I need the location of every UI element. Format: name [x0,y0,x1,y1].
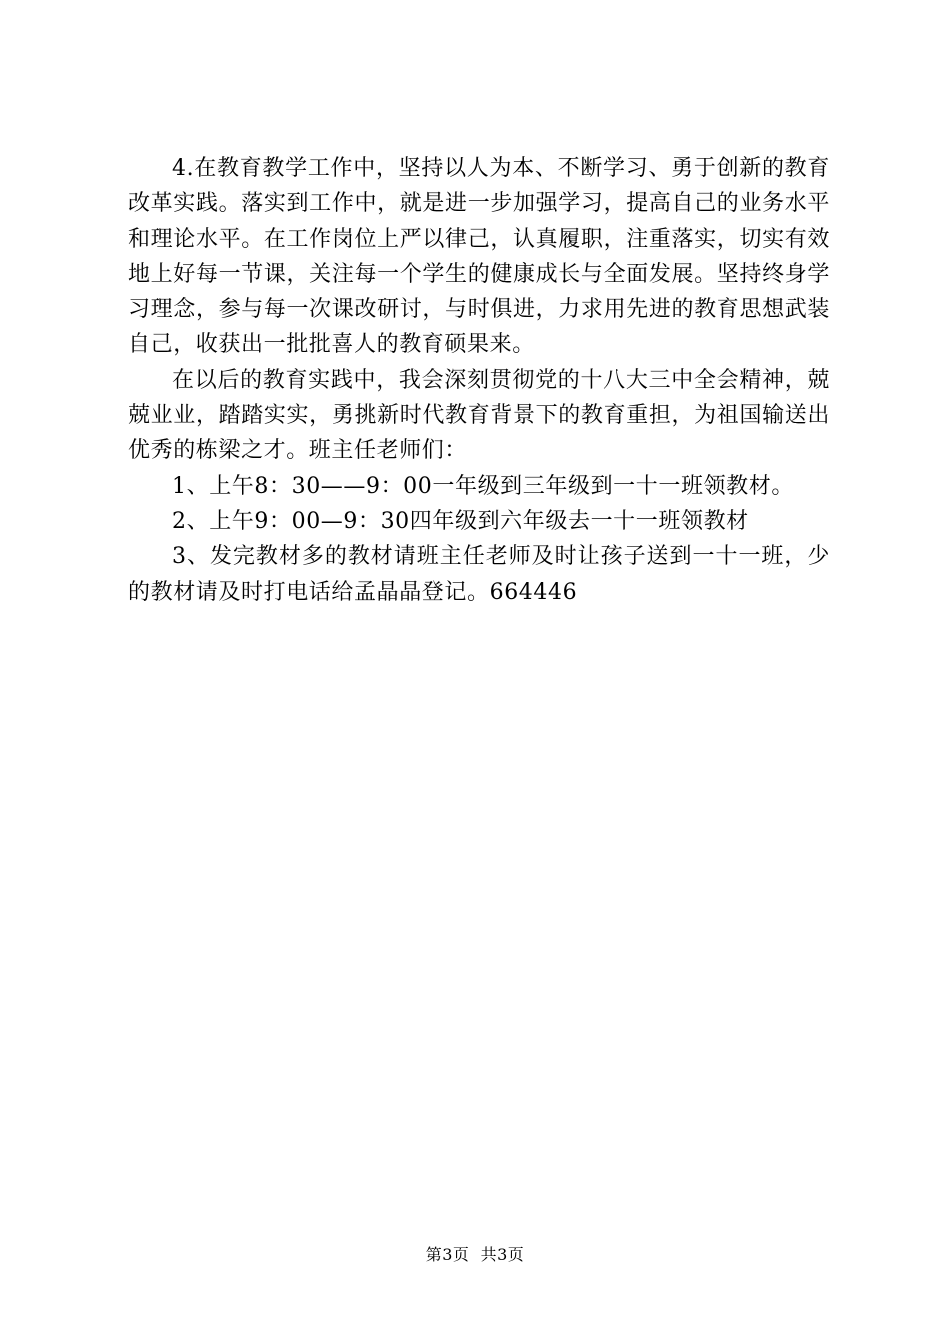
notice-item-3: 3、发完教材多的教材请班主任老师及时让孩子送到一十一班，少的教材请及时打电话给孟晶晶登记。664446 [128,544,830,605]
document-body [128,151,830,610]
page-number: 第3页 共3页 [425,1245,525,1264]
notice-item-2: 2、上午9：00—9：30四年级到六年级去一十一班领教材 [172,508,749,534]
paragraph-item-4: 4.在教育教学工作中，坚持以人为本、不断学习、勇于创新的教育改革实践。落实到工作中，就是进一步加强学习，提高自己的业务水平和理论水平。在工作岗位上严以律己，认真履职，注重落实，切实有效地上好每一节课，关注每一个学生的健康成长与全面发展。坚持终身学习理念，参与每一次课改研讨，与时俱进，力求用先进的教育思想武装自己，收获出一批批喜人的教育硕果来。 [128,156,830,358]
notice-item-1: 1、上午8：30——9：00一年级到三年级到一十一班领教材。 [172,473,794,499]
page-footer [0,1244,950,1266]
paragraph-future-practice: 在以后的教育实践中，我会深刻贯彻党的十八大三中全会精神，兢兢业业，踏踏实实，勇挑新时代教育背景下的教育重担，为祖国输送出优秀的栋梁之才。班主任老师们： [128,367,830,464]
